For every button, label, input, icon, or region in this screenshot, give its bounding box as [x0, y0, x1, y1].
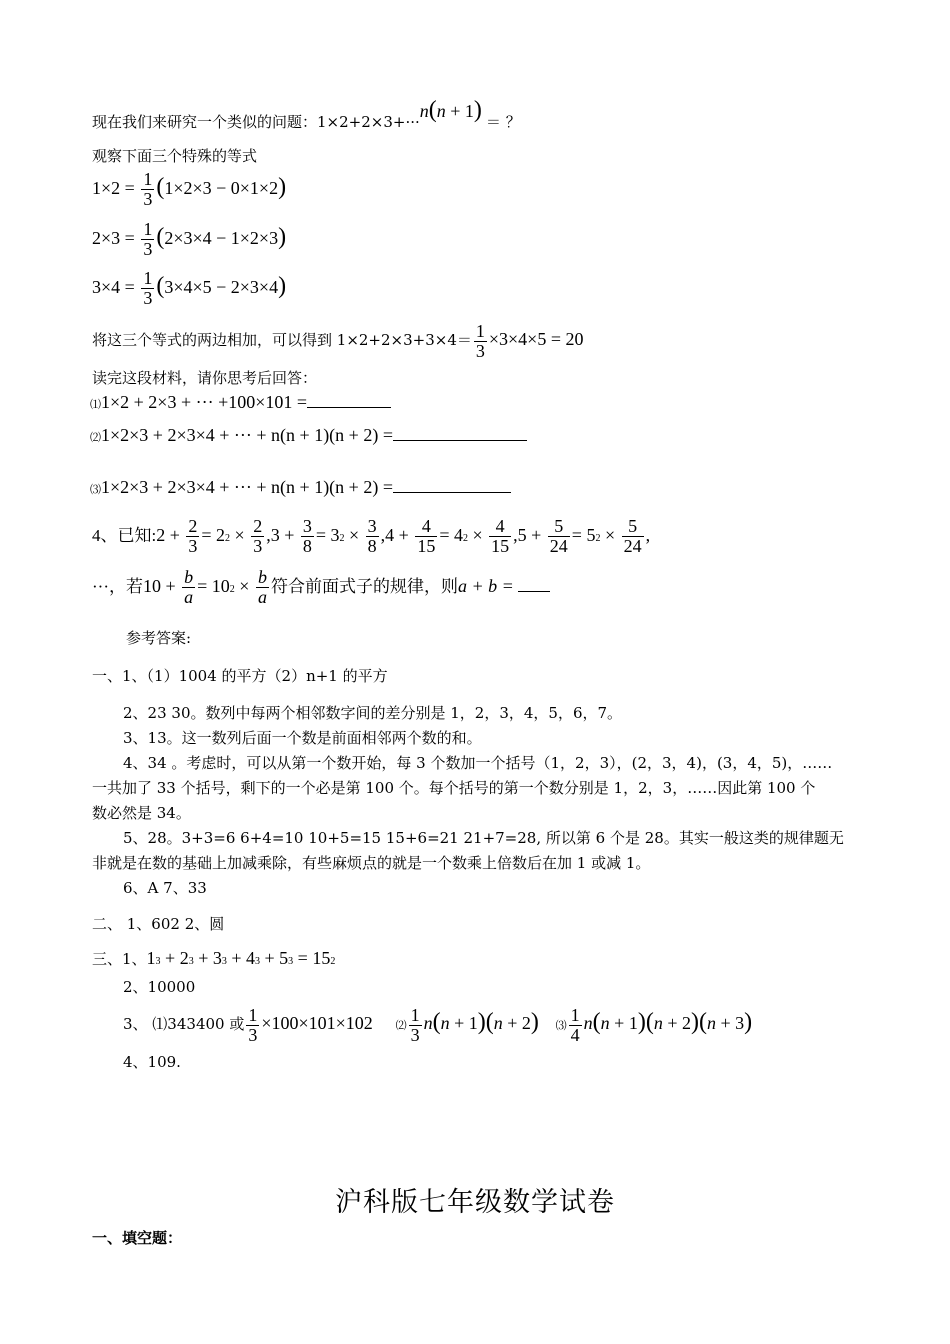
question-1	[90, 392, 391, 415]
equation-2: 2×3 = $\frac{1}{3}$ (2×3×4 − 1×2×3)	[92, 219, 287, 260]
q4-answer-blank[interactable]	[518, 577, 550, 592]
eq3-rhs: 3×4×5 − 2×3×4	[164, 277, 279, 297]
q4-frac-b-over-a-1: $\frac{b}{a}$	[184, 567, 194, 608]
q4-frac-b2: $\frac{3}{8}$	[367, 516, 377, 557]
answer-3-2: 2、10000	[123, 978, 196, 996]
eq2-fraction: $\frac{1}{3}$	[143, 219, 153, 260]
q4-frac-b1: $\frac{3}{8}$	[302, 516, 312, 557]
eq2-lhs: 2×3 =	[92, 228, 135, 248]
q2-expr: 1×2×3 + 2×3×4 + ··· + n(n + 1)(n + 2) =	[101, 425, 393, 445]
eq1-rhs: 1×2×3 − 0×1×2	[164, 178, 279, 198]
intro-tail: ＝ ？	[485, 113, 521, 131]
question-4-line1: 4、已知:2 + $\frac{2}{3}$ = 22 × $\frac{2}{3}$ ,3 + $\frac{3}{8}$ = 32 × $\frac{3}{8}$ ,4 + $\frac{4}{15}$ = 42 × $\frac{4}{15}$ ,5 + $\frac{5}{24}$ = 52 × $\frac{5}{24}$ ,	[92, 516, 651, 557]
intro-line	[92, 97, 521, 132]
answer-3-3-tail: ×100×101×102	[261, 1013, 373, 1033]
answer-1-3: 3、13。这一数列后面一个数是前面相邻两个数的和。	[123, 729, 482, 747]
eq3-fraction: $\frac{1}{3}$	[143, 268, 153, 309]
answer-3-3-p2-label: ⑵	[395, 1019, 407, 1032]
answer-3-3-frac1: $\frac{1}{3}$	[248, 1004, 258, 1045]
sum-text: 将这三个等式的两边相加，可以得到 1×2+2×3+3×4＝	[92, 331, 472, 349]
question-2	[90, 425, 527, 448]
eq1-lhs: 1×2 =	[92, 178, 135, 198]
answer-3-3-frac3: $\frac{1}{4}$	[570, 1004, 580, 1045]
answer-3-3-p3-expr: n(n + 1)(n + 2)(n + 3)	[583, 1009, 753, 1035]
q3-label: ⑶	[90, 483, 101, 496]
answer-3-3-label: 3、 ⑴343400 或	[123, 1015, 245, 1033]
answer-3-3-p2-expr: n(n + 1)(n + 2)	[423, 1009, 539, 1035]
answers-heading: 参考答案:	[126, 629, 192, 647]
equation-3: 3×4 = $\frac{1}{3}$ (3×4×5 − 2×3×4)	[92, 268, 287, 309]
q3-expr: 1×2×3 + 2×3×4 + ··· + n(n + 1)(n + 2) =	[101, 477, 393, 497]
q1-label: ⑴	[90, 398, 101, 411]
equation-1: 1×2 = $\frac{1}{3}$ (1×2×3 − 0×1×2)	[92, 169, 287, 210]
q3-answer-blank[interactable]	[393, 478, 511, 493]
answer-1-5a: 5、28。3+3=6 6+4=10 10+5=15 15+6=21 21+7=28, 所以第 6 个是 28。其实一般这类的规律题无	[123, 829, 844, 847]
q4-frac-c2: $\frac{4}{15}$	[491, 516, 510, 557]
sum-line	[92, 320, 583, 361]
answer-1-2: 2、23 30。数列中每两个相邻数字间的差分别是 1，2，3，4，5，6，7。	[123, 704, 623, 722]
sum-fraction: $\frac{1}{3}$	[475, 320, 485, 361]
q1-expr: 1×2 + 2×3 + ··· +100×101 =	[101, 392, 308, 412]
answer-2: 二、 1、602 2、圆	[92, 915, 225, 933]
eq3-lhs: 3×4 =	[92, 277, 135, 297]
q4-line2-expr: a + b =	[457, 576, 514, 596]
q4-label: 4、已知:	[92, 526, 157, 545]
answer-1-6: 6、A 7、33	[123, 879, 207, 897]
page-title: 沪科版七年级数学试卷	[335, 1187, 615, 1218]
read-line: 读完这段材料，请你思考后回答：	[92, 369, 318, 387]
q1-answer-blank[interactable]	[307, 393, 391, 408]
answer-1-1: 一、1、（1）1004 的平方（2）n+1 的平方	[92, 667, 388, 685]
sum-tail: ×3×4×5 = 20	[488, 329, 584, 349]
answer-1-4b: 一共加了 33 个括号，剩下的一个必是第 100 个。每个括号的第一个数分别是 1，2，3，……因此第 100 个	[92, 779, 816, 797]
q4-frac-d2: $\frac{5}{24}$	[623, 516, 642, 557]
answer-3-3	[123, 1002, 752, 1046]
eq2-rhs: 2×3×4 − 1×2×3	[164, 228, 279, 248]
answer-3-1-expr: 13 + 23 + 33 + 43 + 53 = 152	[146, 948, 336, 968]
answer-1-5b: 非就是在数的基础上加减乘除，有些麻烦点的就是一个数乘上倍数后在加 1 或减 1。	[92, 854, 651, 872]
eq1-fraction: $\frac{1}{3}$	[143, 169, 153, 210]
q2-label: ⑵	[90, 431, 101, 444]
q4-line2-mid: 符合前面式子的规律，则	[270, 577, 458, 596]
answer-1-4c: 数必然是 34。	[92, 804, 191, 822]
answer-3-4: 4、109.	[123, 1053, 181, 1071]
q4-frac-a2: $\frac{2}{3}$	[253, 516, 263, 557]
q4-line2-prefix: ···，若	[92, 577, 143, 596]
q4-frac-c1: $\frac{4}{15}$	[417, 516, 436, 557]
answer-1-4a: 4、34 。考虑时，可以从第一个数开始，每 3 个数加一个括号（1，2，3），(2，3，4)，(3，4，5)，……	[123, 754, 833, 772]
answer-3-1-label: 三、1、	[92, 950, 147, 968]
q4-frac-b-over-a-2: $\frac{b}{a}$	[257, 567, 267, 608]
answer-3-3-frac2: $\frac{1}{3}$	[410, 1004, 420, 1045]
q2-answer-blank[interactable]	[393, 426, 527, 441]
q4-frac-d1: $\frac{5}{24}$	[549, 516, 568, 557]
answer-3-1	[92, 948, 335, 972]
intro-text: 现在我们来研究一个类似的问题：1×2+2×3+···	[92, 113, 420, 131]
answer-3-3-p3-label: ⑶	[555, 1019, 567, 1032]
section-heading-fill-in: 一、填空题：	[92, 1229, 183, 1247]
question-4-line2: ···，若10 + $\frac{b}{a}$ = 102 × $\frac{b}{a}$ 符合前面式子的规律，则a + b =	[92, 563, 550, 613]
q4-frac-a1: $\frac{2}{3}$	[188, 516, 198, 557]
intro-nterm: n(n + 1)	[419, 97, 482, 123]
observe-line: 观察下面三个特殊的等式	[92, 147, 258, 165]
question-3	[90, 477, 511, 500]
